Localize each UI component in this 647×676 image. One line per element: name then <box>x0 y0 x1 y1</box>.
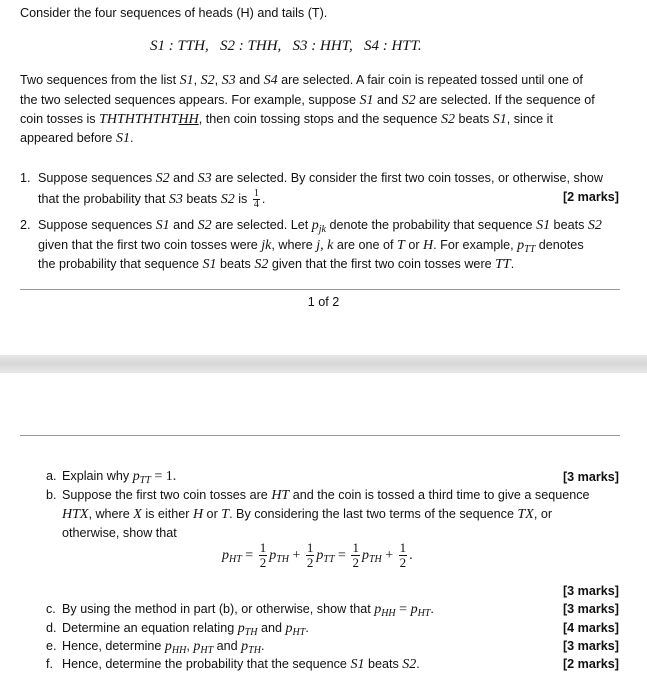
text: are selected. Let <box>211 218 312 232</box>
denominator: 2 <box>306 555 314 570</box>
subscript: TT <box>323 553 335 565</box>
q1-number: 1. <box>20 171 31 185</box>
text: , where <box>271 238 317 252</box>
subscript: TH <box>248 645 261 656</box>
math: S1 <box>202 257 217 272</box>
subscript: TT <box>139 475 151 486</box>
math: = <box>241 547 257 563</box>
fraction-half <box>306 541 315 570</box>
math: p <box>222 547 229 563</box>
fraction-half <box>259 541 268 570</box>
text: Suppose sequences <box>38 218 156 232</box>
denominator: 2 <box>259 555 267 570</box>
text: and <box>169 218 198 232</box>
text: . <box>260 639 265 653</box>
text: , then coin tossing stops and the sequence <box>198 112 441 126</box>
q1-line-1 <box>38 171 603 187</box>
divider <box>20 435 620 436</box>
math: p <box>285 621 293 636</box>
q1-line-2 <box>38 189 265 210</box>
text: and <box>373 93 402 107</box>
math: p <box>241 639 249 654</box>
text: . <box>129 131 134 145</box>
page-break <box>0 355 647 373</box>
math: p <box>237 621 245 636</box>
math: S3 <box>197 171 212 186</box>
math: S1 <box>155 218 170 233</box>
math: S2 <box>220 191 235 207</box>
text: the probability that sequence <box>38 257 203 271</box>
text: appeared before <box>20 131 116 145</box>
math: T <box>397 238 405 253</box>
text: denotes <box>535 238 584 252</box>
denominator: 2 <box>399 555 407 570</box>
part-b-line-1 <box>62 488 590 504</box>
subscript: HT <box>229 553 242 565</box>
text: and <box>235 73 264 87</box>
part-d-marks: [4 marks] <box>562 621 619 635</box>
part-c-label: c. <box>46 602 56 616</box>
part-f-text <box>62 657 420 673</box>
part-b-equation <box>222 541 413 570</box>
math: H <box>192 507 204 522</box>
math: . <box>409 547 413 563</box>
part-e-marks: [3 marks] <box>562 639 619 653</box>
text: beats <box>182 191 221 206</box>
sequence-list: S1 : TTH, S2 : THH, S3 : HHT, S4 : HTT. <box>150 38 422 54</box>
math: p <box>374 602 382 617</box>
subscript: HH <box>171 645 187 656</box>
math: HT <box>271 488 290 503</box>
text: . By considering the last two terms of the sequence <box>229 507 518 521</box>
math: S2 <box>402 657 417 672</box>
text: that the probability that <box>38 191 169 206</box>
text: Explain why <box>62 469 133 483</box>
text: is either <box>141 507 193 521</box>
part-e-label: e. <box>46 639 57 653</box>
text: are one of <box>333 238 398 252</box>
text: and <box>213 639 242 653</box>
math: THTHTHTHT <box>99 112 179 127</box>
math: = <box>334 547 350 563</box>
intro-text: Consider the four sequences of heads (H) and tails (T). <box>20 6 328 20</box>
math: + <box>381 547 397 563</box>
math: p <box>193 639 201 654</box>
numerator: 1 <box>253 188 259 199</box>
fraction-half <box>399 541 408 570</box>
seq-s2-name: S2 <box>220 38 236 54</box>
math: j, k <box>316 238 334 253</box>
math: S3 <box>221 73 236 88</box>
text: or <box>404 238 424 252</box>
part-a-marks: [3 marks] <box>562 470 619 484</box>
page-number: 1 of 2 <box>307 295 340 309</box>
math: X <box>133 507 142 522</box>
subscript: HT <box>417 608 431 619</box>
subscript: jk <box>318 224 326 235</box>
text: Determine an equation relating <box>62 621 238 635</box>
part-a-label: a. <box>46 469 57 483</box>
math: HTX <box>62 507 89 522</box>
fraction-one-quarter <box>253 189 260 210</box>
text: denote the probability that sequence <box>326 218 537 232</box>
text: beats <box>364 657 403 671</box>
text: beats <box>454 112 493 126</box>
math: S2 <box>440 112 455 127</box>
math: p <box>410 602 418 617</box>
para-line-2 <box>20 93 595 109</box>
text: . <box>305 621 309 635</box>
math: p <box>517 238 525 253</box>
q2-line-1 <box>38 218 602 235</box>
part-b-line-2 <box>62 507 552 523</box>
math: S1 <box>350 657 365 672</box>
text: Suppose sequences <box>38 171 156 185</box>
part-f-label: f. <box>46 657 53 671</box>
text: Hence, determine the probability that the sequence <box>62 657 351 671</box>
math: S2 <box>587 218 602 233</box>
part-b-marks: [3 marks] <box>562 584 619 598</box>
text: are selected. A fair coin is repeated tossed until one of <box>277 73 583 87</box>
math: S2 <box>254 257 269 272</box>
page-2 <box>0 373 647 676</box>
math: TX <box>517 507 534 522</box>
math: S3 <box>168 191 183 207</box>
math: jk <box>261 238 272 253</box>
text: beats <box>216 257 255 271</box>
subscript: TH <box>276 553 289 565</box>
para-line-1: Two sequences from the list S1, S2, S3 and S4 are selected. A fair coin is repeated tossed until one of <box>20 73 583 88</box>
part-b-line-3: otherwise, show that <box>62 526 177 540</box>
text: . <box>261 191 266 206</box>
text: or <box>203 507 222 521</box>
math: S2 <box>155 171 170 186</box>
seq-s3: HHT <box>320 38 349 54</box>
seq-s1: TTH <box>177 38 206 54</box>
text: and <box>169 171 198 185</box>
q2-line-3 <box>38 257 514 273</box>
math: S1 <box>492 112 507 127</box>
text: are selected. By consider the first two coin tosses, or otherwise, show <box>211 171 603 185</box>
text: Suppose the first two coin tosses are <box>62 488 272 502</box>
part-f-marks: [2 marks] <box>562 657 619 671</box>
subscript: HT <box>200 645 214 656</box>
math: S1 <box>115 131 130 146</box>
numerator: 1 <box>352 540 359 555</box>
math: + <box>289 547 304 563</box>
math: S4 <box>263 73 278 88</box>
denominator: 4 <box>253 199 259 210</box>
part-d-label: d. <box>46 621 57 635</box>
divider <box>20 289 620 290</box>
numerator: 1 <box>259 540 267 555</box>
text: are selected. If the sequence of <box>415 93 595 107</box>
subscript: HT <box>292 627 306 638</box>
math: S1 <box>179 73 194 88</box>
text: given that the first two coin tosses were <box>38 238 262 252</box>
text: By using the method in part (b), or otherwise, show that <box>62 602 375 616</box>
math: H <box>423 238 434 253</box>
text: the two selected sequences appears. For example, suppose <box>20 93 360 107</box>
math: HH <box>178 112 199 127</box>
math: p <box>311 218 319 233</box>
text: , since it <box>506 112 553 126</box>
text: coin tosses is <box>20 112 100 126</box>
part-c-marks: [3 marks] <box>562 602 619 616</box>
math: T <box>221 507 230 522</box>
part-a-text <box>62 469 176 486</box>
part-b-label: b. <box>46 488 57 502</box>
math: p <box>316 547 324 563</box>
subscript: HH <box>381 608 396 619</box>
math: p <box>164 639 172 654</box>
seq-s2: THH <box>247 38 278 54</box>
q1-marks: [2 marks] <box>562 190 619 204</box>
para-line-3 <box>20 112 553 128</box>
text: and the coin is tossed a third time to give a sequence <box>289 488 590 502</box>
text: . For example, <box>433 238 518 252</box>
math: p <box>269 547 277 563</box>
subscript: TH <box>368 553 382 565</box>
math: = <box>395 602 411 617</box>
part-e-text <box>62 639 264 656</box>
math: S2 <box>401 93 416 108</box>
seq-s1-name: S1 <box>150 38 165 54</box>
text: , or <box>533 507 553 521</box>
numerator: 1 <box>399 540 407 555</box>
denominator: 2 <box>352 555 359 570</box>
math: p <box>132 469 140 484</box>
math: S1 <box>359 93 374 108</box>
text: and <box>257 621 286 635</box>
subscript: TT <box>524 244 536 255</box>
math: S2 <box>200 73 215 88</box>
text: , <box>186 639 194 653</box>
fraction-half <box>351 541 360 570</box>
text: is <box>234 191 251 206</box>
text: Two sequences from the list <box>20 73 180 87</box>
math: S1 <box>536 218 551 233</box>
math: p <box>361 547 369 563</box>
math: TT <box>495 257 511 272</box>
text: Hence, determine <box>62 639 165 653</box>
text: beats <box>550 218 588 232</box>
q2-number: 2. <box>20 218 31 232</box>
subscript: TH <box>244 627 258 638</box>
text: given that the first two coin tosses were <box>268 257 496 271</box>
part-c-text <box>62 602 434 619</box>
text: . <box>416 657 420 671</box>
seq-s3-name: S3 <box>292 38 308 54</box>
math: = 1. <box>150 469 177 484</box>
part-d-text <box>62 621 309 638</box>
math: S2 <box>197 218 212 233</box>
seq-s4: HTT <box>391 38 418 54</box>
q2-line-2 <box>38 238 584 255</box>
text: . <box>430 602 434 616</box>
para-line-4 <box>20 131 133 147</box>
seq-s4-name: S4 <box>363 38 379 54</box>
numerator: 1 <box>306 540 314 555</box>
text: . <box>510 257 515 271</box>
text: , where <box>88 507 134 521</box>
